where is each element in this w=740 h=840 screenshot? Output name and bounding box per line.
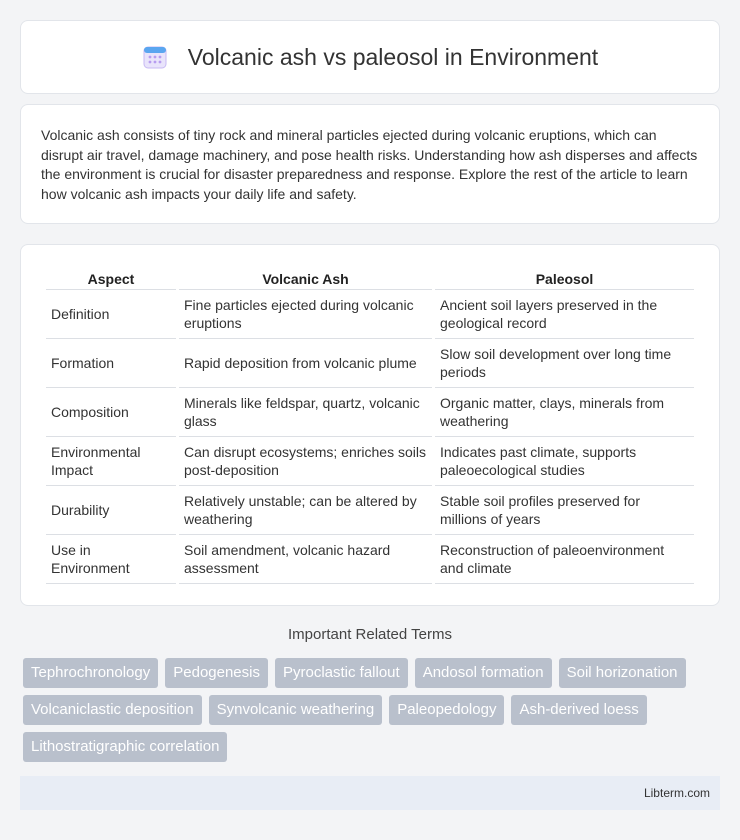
intro-text: Volcanic ash consists of tiny rock and mineral particles ejected during volcanic eruptions, which can disrupt air travel, damage machinery, and pose health risks. Understanding how ash disperses and affects the environment is crucial for disaster preparedness and response. Explore the rest of the article to learn how volcanic ash impacts your daily life and safety. [41, 127, 698, 202]
row-volcanic-ash: Minerals like feldspar, quartz, volcanic glass [179, 388, 432, 437]
page-title: Volcanic ash vs paleosol in Environment [187, 43, 599, 70]
comparison-table [43, 268, 697, 584]
footer-site-link[interactable]: Libterm.com [643, 786, 710, 800]
header-card [20, 20, 720, 94]
comparison-table-card [20, 244, 720, 606]
row-paleosol: Indicates past climate, supports paleoecological studies [435, 437, 694, 486]
related-terms-tags [23, 658, 723, 769]
tag-synvolcanic-weathering[interactable]: Synvolcanic weathering [209, 695, 383, 725]
row-paleosol: Organic matter, clays, minerals from weathering [435, 388, 694, 437]
header-volcanic-ash: Volcanic Ash [179, 268, 432, 290]
row-aspect: Definition [46, 290, 176, 339]
table-row [46, 437, 694, 486]
tag-volcaniclastic-deposition[interactable]: Volcaniclastic deposition [23, 695, 202, 725]
header-aspect: Aspect [46, 268, 176, 290]
row-aspect: Formation [46, 339, 176, 388]
row-aspect: Composition [46, 388, 176, 437]
row-volcanic-ash: Relatively unstable; can be altered by weathering [179, 486, 432, 535]
tag-tephrochronology[interactable]: Tephrochronology [23, 658, 158, 688]
row-paleosol: Ancient soil layers preserved in the geological record [435, 290, 694, 339]
row-aspect: Environmental Impact [46, 437, 176, 486]
tag-andosol-formation[interactable]: Andosol formation [415, 658, 552, 688]
tag-soil-horizonation[interactable]: Soil horizonation [559, 658, 686, 688]
tag-pyroclastic-fallout[interactable]: Pyroclastic fallout [275, 658, 408, 688]
row-volcanic-ash: Soil amendment, volcanic hazard assessment [179, 535, 432, 584]
row-volcanic-ash: Can disrupt ecosystems; enriches soils post-deposition [179, 437, 432, 486]
tag-lithostratigraphic-correlation[interactable]: Lithostratigraphic correlation [23, 732, 227, 762]
row-paleosol: Slow soil development over long time periods [435, 339, 694, 388]
tag-pedogenesis[interactable]: Pedogenesis [165, 658, 268, 688]
row-aspect: Durability [46, 486, 176, 535]
header-paleosol: Paleosol [435, 268, 694, 290]
table-row [46, 290, 694, 339]
related-terms-title: Important Related Terms [288, 626, 452, 643]
row-volcanic-ash: Rapid deposition from volcanic plume [179, 339, 432, 388]
row-volcanic-ash: Fine particles ejected during volcanic eruptions [179, 290, 432, 339]
row-aspect: Use in Environment [46, 535, 176, 584]
table-row [46, 388, 694, 437]
row-paleosol: Reconstruction of paleoenvironment and climate [435, 535, 694, 584]
table-header-row [46, 268, 694, 290]
tag-ash-derived-loess[interactable]: Ash-derived loess [511, 695, 646, 725]
table-row [46, 486, 694, 535]
table-row [46, 339, 694, 388]
tag-paleopedology[interactable]: Paleopedology [389, 695, 504, 725]
calendar-icon [142, 44, 168, 70]
table-row [46, 535, 694, 584]
intro-card [20, 104, 720, 224]
footer [20, 776, 720, 810]
row-paleosol: Stable soil profiles preserved for millions of years [435, 486, 694, 535]
